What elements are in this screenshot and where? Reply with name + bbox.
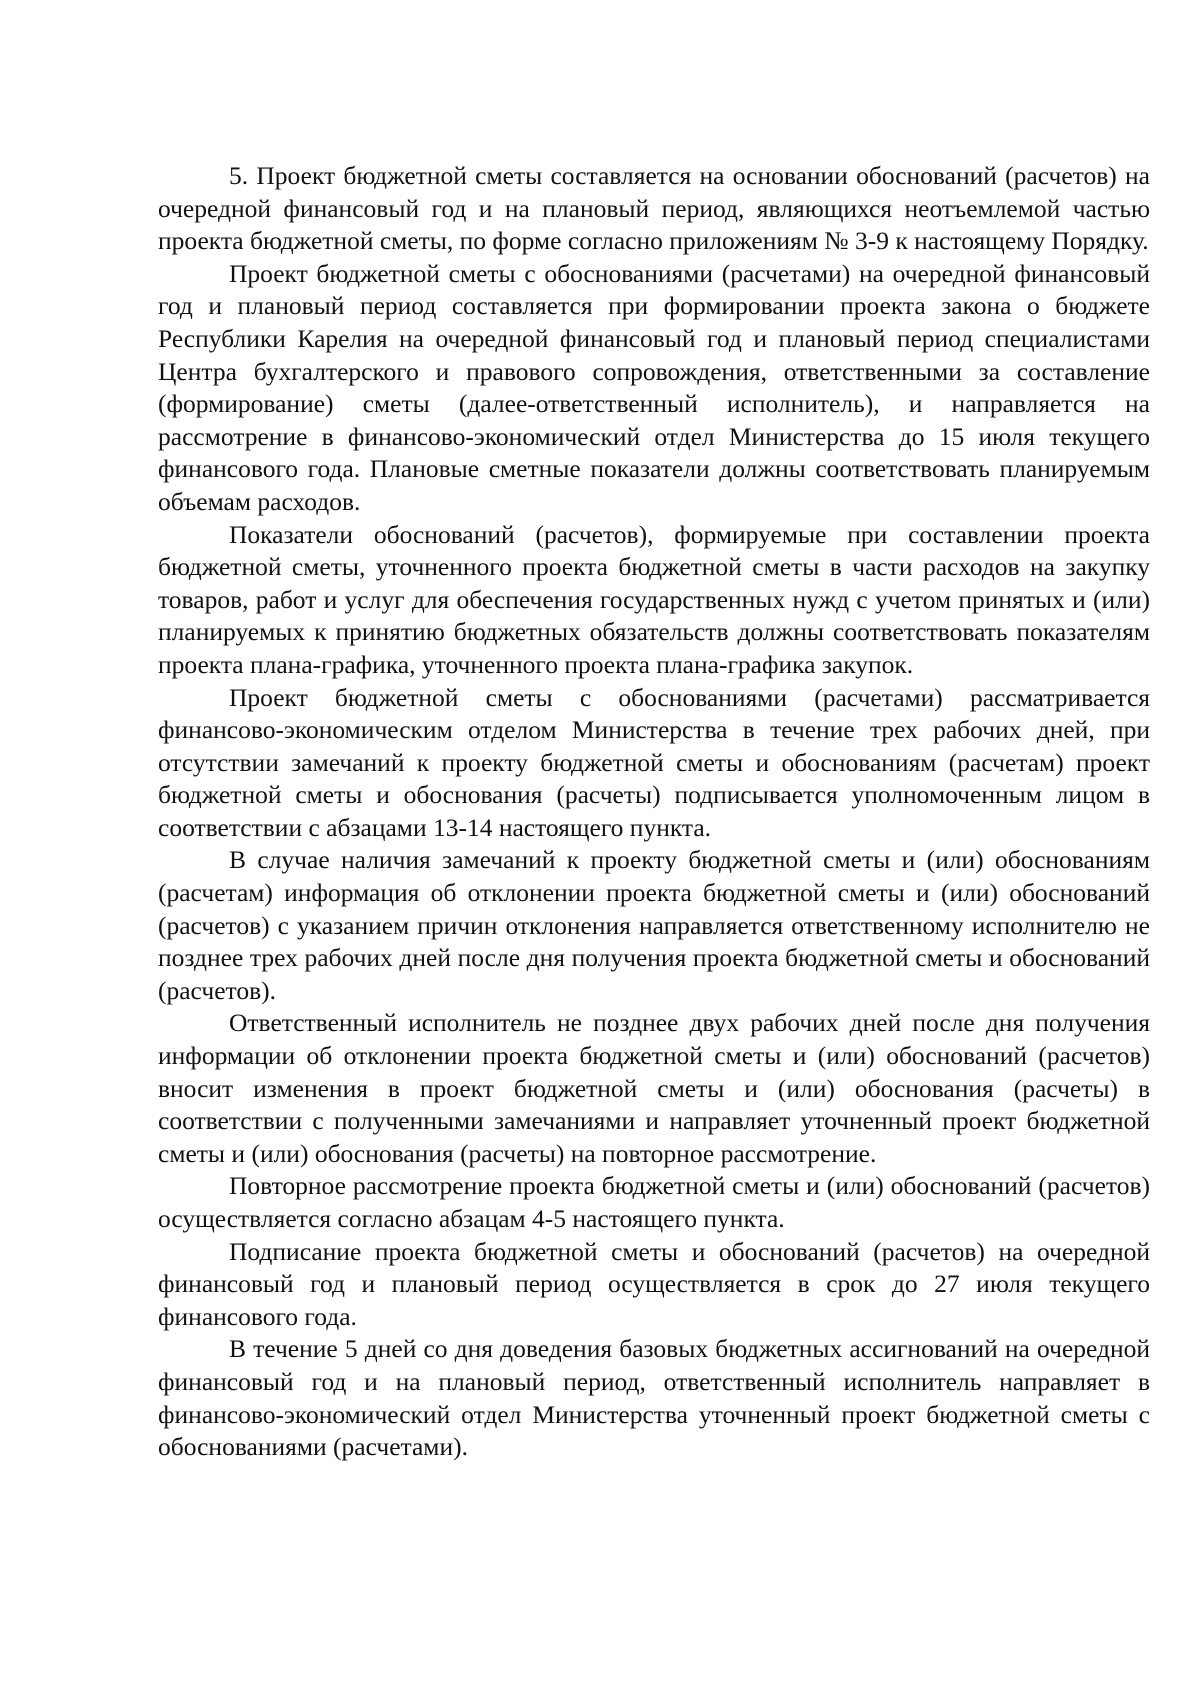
paragraph-repeated-review: Повторное рассмотрение проекта бюджетной сметы и (или) обоснований (расчетов) осуществляется согласно абзацам 4-5 настоящего пункта.: [158, 1171, 1150, 1233]
document-body: [158, 160, 1150, 1464]
paragraph-signing-deadline: Подписание проекта бюджетной сметы и обоснований (расчетов) на очередной финансовый год и плановый период осуществляется в срок до 27 июля текущего финансового года.: [158, 1236, 1150, 1331]
paragraph-refined-draft: В течение 5 дней со дня доведения базовых бюджетных ассигнований на очередной финансовый год и на плановый период, ответственный исполнитель направляет в финансово-экономический отдел Министерства уточненный проект бюджетной сметы с обоснованиями (расчетами).: [158, 1334, 1150, 1462]
paragraph-procurement-indicators: Показатели обоснований (расчетов), формируемые при составлении проекта бюджетной сметы, уточненного проекта бюджетной сметы в части расходов на закупку товаров, работ и услуг для обеспечения государственных нужд с учетом принятых и (или) планируемых к принятию бюджетных обязательств должны соответствовать показателям проекта плана-графика, уточненного проекта плана-графика закупок.: [158, 519, 1150, 679]
paragraph-budget-draft-preparation: Проект бюджетной сметы с обоснованиями (расчетами) на очередной финансовый год и плановый период составляется при формировании проекта закона о бюджете Республики Карелия на очередной финансовый год и плановый период специалистами Центра бухгалтерского и правового сопровождения, ответственными за составление (формирование) сметы (далее-ответственный исполнитель), и направляется на рассмотрение в финансово-экономический отдел Министерства до 15 июля текущего финансового года. Плановые сметные показатели должны соответствовать планируемым объемам расходов.: [158, 258, 1150, 516]
paragraph-responsible-corrections: Ответственный исполнитель не позднее двух рабочих дней после дня получения информации об отклонении проекта бюджетной сметы и (или) обоснований (расчетов) вносит изменения в проект бюджетной сметы и (или) обоснования (расчеты) в соответствии с полученными замечаниями и направляет уточненный проект бюджетной сметы и (или) обоснования (расчеты) на повторное рассмотрение.: [158, 1008, 1150, 1168]
paragraph-review-by-department: Проект бюджетной сметы с обоснованиями (расчетами) рассматривается финансово-экономическим отделом Министерства в течение трех рабочих дней, при отсутствии замечаний к проекту бюджетной сметы и обоснованиям (расчетам) проект бюджетной сметы и обоснования (расчеты) подписывается уполномоченным лицом в соответствии с абзацами 13-14 настоящего пункта.: [158, 682, 1150, 842]
paragraph-item-5: 5. Проект бюджетной сметы составляется на основании обоснований (расчетов) на очередной финансовый год и на плановый период, являющихся неотъемлемой частью проекта бюджетной сметы, по форме согласно приложениям № 3-9 к настоящему Порядку.: [158, 161, 1150, 256]
paragraph-remarks-case: В случае наличия замечаний к проекту бюджетной сметы и (или) обоснованиям (расчетам) информация об отклонении проекта бюджетной сметы и (или) обоснований (расчетов) с указанием причин отклонения направляется ответственному исполнителю не позднее трех рабочих дней после дня получения проекта бюджетной сметы и обоснований (расчетов).: [158, 845, 1150, 1005]
